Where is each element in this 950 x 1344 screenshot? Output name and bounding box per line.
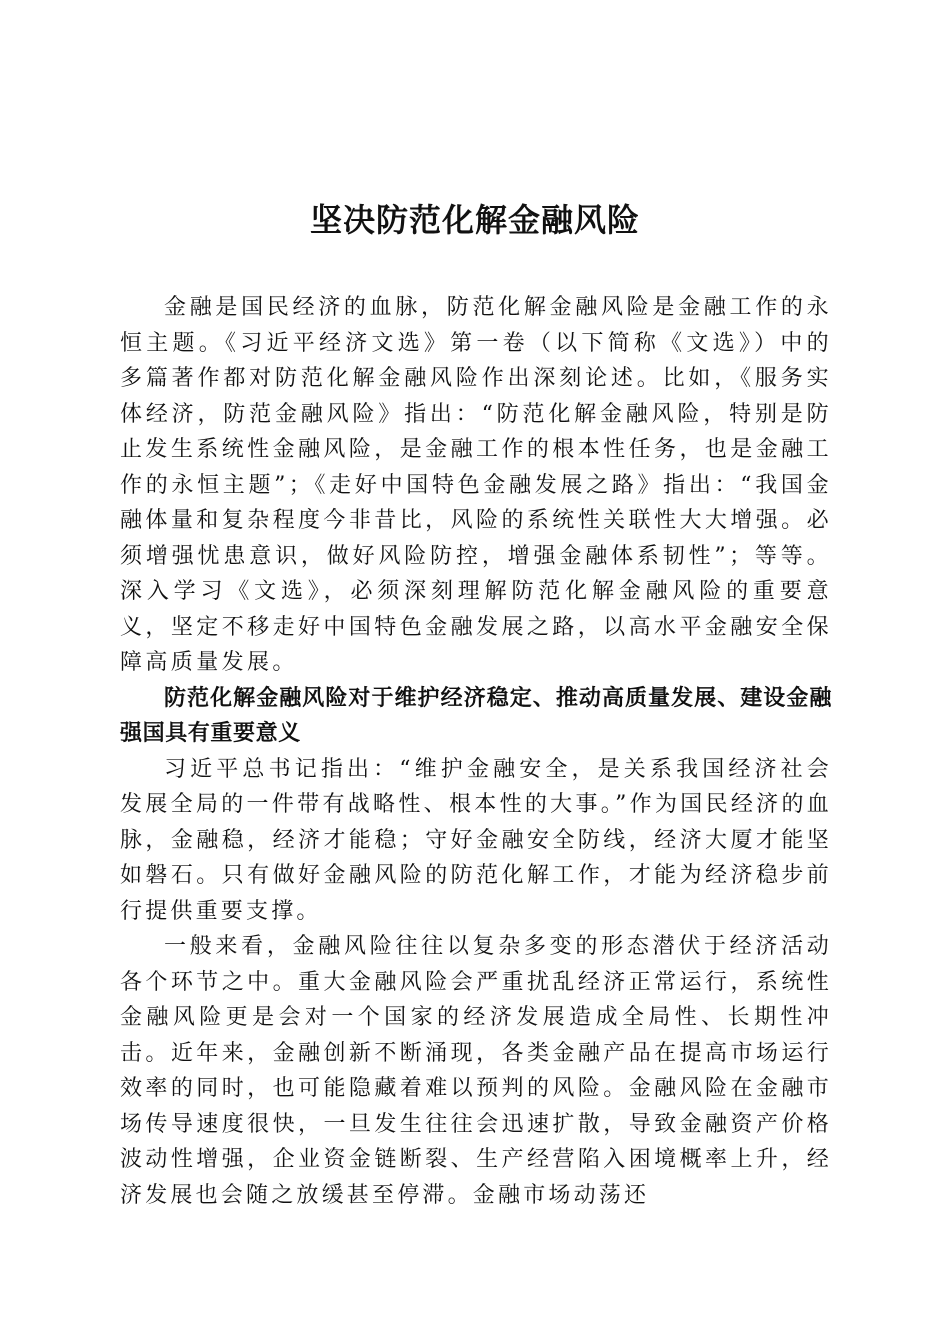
intro-paragraph: 金融是国民经济的血脉，防范化解金融风险是金融工作的永恒主题。《习近平经济文选》第一卷（以下简称《文选》）中的多篇著作都对防范化解金融风险作出深刻论述。比如，《服务实体经济，防范金融风险》指出：“防范化解金融风险，特别是防止发生系统性金融风险，是金融工作的根本性任务，也是金融工作的永恒主题”；《走好中国特色金融发展之路》指出：“我国金融体量和复杂程度今非昔比，风险的系统性关联性大大增强。必须增强忧患意识，做好风险防控，增强金融体系韧性”；等等。深入学习《文选》，必须深刻理解防范化解金融风险的重要意义，坚定不移走好中国特色金融发展之路，以高水平金融安全保障高质量发展。 [120,295,832,675]
document-body [120,290,832,1213]
section-heading: 防范化解金融风险对于维护经济稳定、推动高质量发展、建设金融强国具有重要意义 [120,685,832,746]
document-title: 坚决防范化解金融风险 [309,201,640,239]
section-paragraph-1: 习近平总书记指出：“维护金融安全，是关系我国经济社会发展全局的一件带有战略性、根本性的大事。”作为国民经济的血脉，金融稳，经济才能稳；守好金融安全防线，经济大厦才能坚如磐石。只有做好金融风险的防范化解工作，才能为经济稳步前行提供重要支撑。 [120,756,832,924]
section-paragraph-2: 一般来看，金融风险往往以复杂多变的形态潜伏于经济活动各个环节之中。重大金融风险会严重扰乱经济正常运行，系统性金融风险更是会对一个国家的经济发展造成全局性、长期性冲击。近年来，金融创新不断涌现，各类金融产品在提高市场运行效率的同时，也可能隐藏着难以预判的风险。金融风险在金融市场传导速度很快，一旦发生往往会迅速扩散，导致金融资产价格波动性增强，企业资金链断裂、生产经营陷入困境概率上升，经济发展也会随之放缓甚至停滞。金融市场动荡还 [120,934,832,1208]
